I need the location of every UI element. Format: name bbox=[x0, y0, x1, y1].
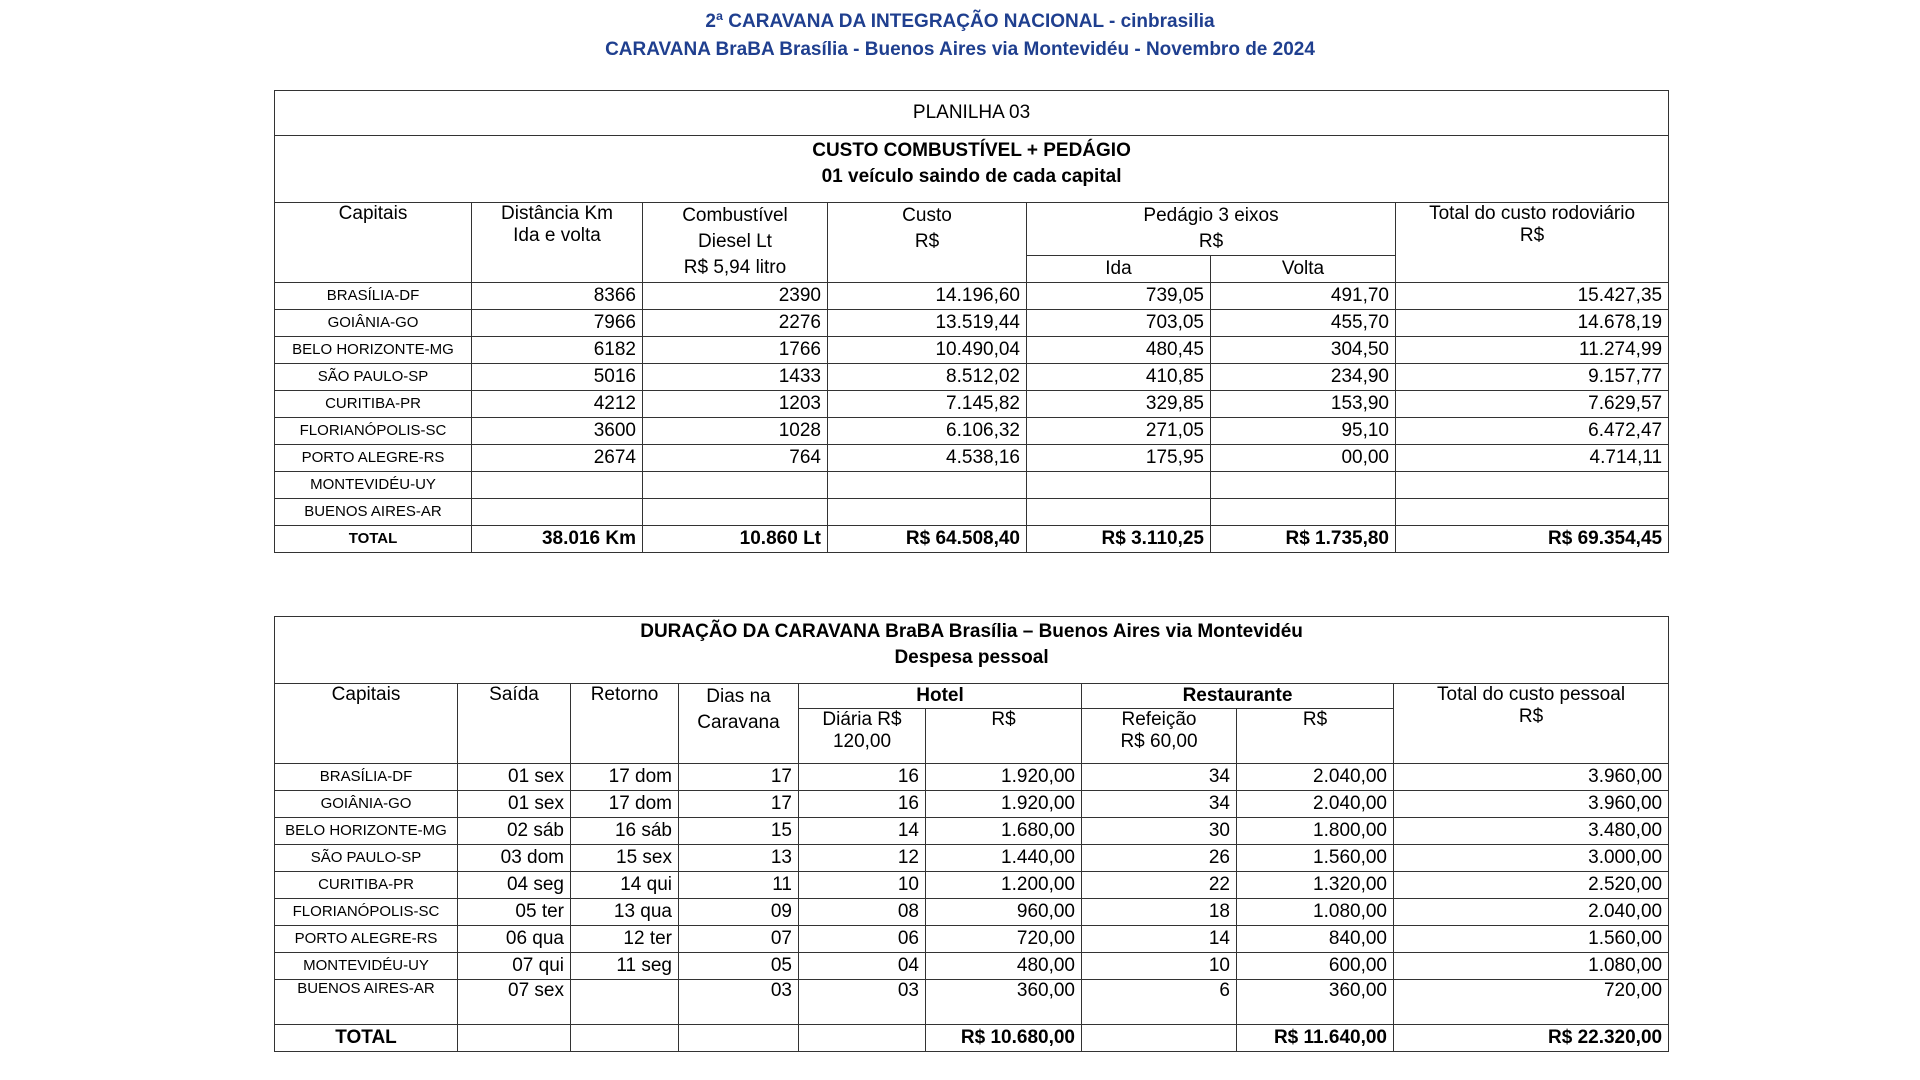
header-combustivel bbox=[643, 203, 828, 283]
cell-refeicoes: 10 bbox=[1082, 953, 1237, 980]
header-retorno: Retorno bbox=[571, 684, 679, 764]
table-row bbox=[275, 337, 1669, 364]
cell-diarias: 16 bbox=[799, 764, 926, 791]
cell-hotel: 480,00 bbox=[926, 953, 1082, 980]
cell-capital: SÃO PAULO-SP bbox=[275, 845, 458, 872]
total-volta: R$ 1.735,80 bbox=[1211, 526, 1396, 553]
table-row bbox=[275, 899, 1669, 926]
header-total-line2: R$ bbox=[1518, 706, 1544, 727]
table-row bbox=[275, 499, 1669, 526]
cell-dias: 17 bbox=[679, 791, 799, 818]
cell-hotel: 360,00 bbox=[926, 980, 1082, 1025]
sheet-label-row bbox=[275, 91, 1669, 136]
table-row bbox=[275, 364, 1669, 391]
cell-hotel: 1.440,00 bbox=[926, 845, 1082, 872]
cell-custo bbox=[828, 499, 1027, 526]
header-ida: Ida bbox=[1027, 256, 1211, 283]
cell-dias: 15 bbox=[679, 818, 799, 845]
total-refeicoes bbox=[1082, 1025, 1237, 1052]
header-row bbox=[275, 203, 1669, 256]
section-title-row bbox=[275, 136, 1669, 203]
table-row bbox=[275, 818, 1669, 845]
cell-retorno: 12 ter bbox=[571, 926, 679, 953]
cell-restaurante: 600,00 bbox=[1237, 953, 1394, 980]
cell-hotel: 1.920,00 bbox=[926, 764, 1082, 791]
cell-diarias: 06 bbox=[799, 926, 926, 953]
document-subtitle: CARAVANA BraBA Brasília - Buenos Aires via Montevidéu - Novembro de 2024 bbox=[605, 39, 1315, 60]
cell-saida: 07 sex bbox=[458, 980, 571, 1025]
cell-km: 5016 bbox=[472, 364, 643, 391]
header-custo-line1: Custo bbox=[902, 205, 952, 226]
cell-diarias: 16 bbox=[799, 791, 926, 818]
header-diaria bbox=[799, 709, 926, 764]
header-combustivel-line2: Diesel Lt bbox=[698, 231, 772, 252]
header-pedagio-line1: Pedágio 3 eixos bbox=[1143, 205, 1279, 226]
cell-diarias: 04 bbox=[799, 953, 926, 980]
cell-capital: SÃO PAULO-SP bbox=[275, 364, 472, 391]
section-title bbox=[275, 136, 1669, 203]
cell-hotel: 720,00 bbox=[926, 926, 1082, 953]
cell-litros bbox=[643, 499, 828, 526]
header-row bbox=[275, 684, 1669, 709]
header-refeicao-line2: R$ 60,00 bbox=[1120, 731, 1198, 752]
table-row bbox=[275, 764, 1669, 791]
cell-total: 1.080,00 bbox=[1394, 953, 1669, 980]
total-hotel: R$ 10.680,00 bbox=[926, 1025, 1082, 1052]
cell-capital: PORTO ALEGRE-RS bbox=[275, 445, 472, 472]
table-row bbox=[275, 472, 1669, 499]
cell-pedagio-volta: 00,00 bbox=[1211, 445, 1396, 472]
header-restaurante: Restaurante bbox=[1082, 684, 1394, 709]
header-custo-line2: R$ bbox=[914, 231, 940, 252]
cell-refeicoes: 34 bbox=[1082, 791, 1237, 818]
header-distancia-line1: Distância Km bbox=[501, 203, 613, 224]
total-diarias bbox=[799, 1025, 926, 1052]
cell-restaurante: 1.320,00 bbox=[1237, 872, 1394, 899]
cell-capital: BRASÍLIA-DF bbox=[275, 764, 458, 791]
cell-saida: 05 ter bbox=[458, 899, 571, 926]
fuel-toll-cost-table bbox=[274, 90, 1669, 553]
cell-pedagio-volta: 95,10 bbox=[1211, 418, 1396, 445]
header-refeicao-line1: Refeição bbox=[1121, 709, 1197, 730]
cell-total: 11.274,99 bbox=[1396, 337, 1669, 364]
cell-capital: BUENOS AIRES-AR bbox=[275, 980, 458, 1025]
header-distancia-line2: Ida e volta bbox=[513, 225, 601, 246]
sheet-label: PLANILHA 03 bbox=[275, 91, 1669, 136]
cell-dias: 11 bbox=[679, 872, 799, 899]
cell-dias: 13 bbox=[679, 845, 799, 872]
cell-restaurante: 2.040,00 bbox=[1237, 764, 1394, 791]
cell-total: 2.040,00 bbox=[1394, 899, 1669, 926]
cell-saida: 06 qua bbox=[458, 926, 571, 953]
header-combustivel-line3: R$ 5,94 litro bbox=[683, 257, 787, 278]
cell-km: 6182 bbox=[472, 337, 643, 364]
cell-capital: FLORIANÓPOLIS-SC bbox=[275, 899, 458, 926]
table-row bbox=[275, 845, 1669, 872]
cell-custo: 13.519,44 bbox=[828, 310, 1027, 337]
header-rest-rs: R$ bbox=[1237, 709, 1394, 764]
section-title-text: DURAÇÃO DA CARAVANA BraBA Brasília – Buenos Aires via Montevidéu bbox=[640, 621, 1303, 642]
cell-km: 8366 bbox=[472, 283, 643, 310]
cell-total: 6.472,47 bbox=[1396, 418, 1669, 445]
cell-dias: 05 bbox=[679, 953, 799, 980]
table-row bbox=[275, 418, 1669, 445]
cell-km: 7966 bbox=[472, 310, 643, 337]
cell-custo: 14.196,60 bbox=[828, 283, 1027, 310]
cell-hotel: 1.200,00 bbox=[926, 872, 1082, 899]
total-dias bbox=[679, 1025, 799, 1052]
cell-hotel: 1.680,00 bbox=[926, 818, 1082, 845]
cell-retorno: 17 dom bbox=[571, 791, 679, 818]
cell-custo bbox=[828, 472, 1027, 499]
cell-custo: 4.538,16 bbox=[828, 445, 1027, 472]
header-diaria-line2: 120,00 bbox=[832, 731, 892, 752]
cell-saida: 04 seg bbox=[458, 872, 571, 899]
cell-saida: 03 dom bbox=[458, 845, 571, 872]
table-row bbox=[275, 926, 1669, 953]
cell-refeicoes: 26 bbox=[1082, 845, 1237, 872]
total-saida bbox=[458, 1025, 571, 1052]
cell-capital: BELO HORIZONTE-MG bbox=[275, 337, 472, 364]
cell-pedagio-volta bbox=[1211, 499, 1396, 526]
cell-capital: MONTEVIDÉU-UY bbox=[275, 472, 472, 499]
header-distancia bbox=[472, 203, 643, 283]
cell-pedagio-volta bbox=[1211, 472, 1396, 499]
total-km: 38.016 Km bbox=[472, 526, 643, 553]
cell-pedagio-ida: 271,05 bbox=[1027, 418, 1211, 445]
cell-total bbox=[1396, 499, 1669, 526]
cell-total bbox=[1396, 472, 1669, 499]
total-ida: R$ 3.110,25 bbox=[1027, 526, 1211, 553]
cell-total: 3.960,00 bbox=[1394, 791, 1669, 818]
header-diaria-line1: Diária R$ bbox=[822, 709, 902, 730]
header-saida: Saída bbox=[458, 684, 571, 764]
cell-diarias: 14 bbox=[799, 818, 926, 845]
cell-capital: GOIÂNIA-GO bbox=[275, 310, 472, 337]
header-total bbox=[1394, 684, 1669, 764]
total-geral: R$ 69.354,45 bbox=[1396, 526, 1669, 553]
table-row bbox=[275, 980, 1669, 1025]
cell-retorno: 11 seg bbox=[571, 953, 679, 980]
cell-restaurante: 1.560,00 bbox=[1237, 845, 1394, 872]
cell-total: 2.520,00 bbox=[1394, 872, 1669, 899]
document-header bbox=[0, 8, 1920, 64]
cell-hotel: 1.920,00 bbox=[926, 791, 1082, 818]
cell-capital: CURITIBA-PR bbox=[275, 391, 472, 418]
header-volta: Volta bbox=[1211, 256, 1396, 283]
cell-pedagio-volta: 234,90 bbox=[1211, 364, 1396, 391]
cell-litros: 1433 bbox=[643, 364, 828, 391]
header-total-line1: Total do custo pessoal bbox=[1437, 684, 1626, 705]
header-pedagio-line2: R$ bbox=[1198, 231, 1224, 252]
cell-pedagio-ida: 410,85 bbox=[1027, 364, 1211, 391]
table-row bbox=[275, 953, 1669, 980]
cell-total: 720,00 bbox=[1394, 980, 1669, 1025]
cell-total: 7.629,57 bbox=[1396, 391, 1669, 418]
cell-total: 3.000,00 bbox=[1394, 845, 1669, 872]
cell-pedagio-volta: 455,70 bbox=[1211, 310, 1396, 337]
cell-total: 9.157,77 bbox=[1396, 364, 1669, 391]
cell-diarias: 12 bbox=[799, 845, 926, 872]
totals-row bbox=[275, 1025, 1669, 1052]
cell-pedagio-ida: 480,45 bbox=[1027, 337, 1211, 364]
table-row bbox=[275, 791, 1669, 818]
table-row bbox=[275, 872, 1669, 899]
cell-litros: 1028 bbox=[643, 418, 828, 445]
total-retorno bbox=[571, 1025, 679, 1052]
header-total-line1: Total do custo rodoviário bbox=[1429, 203, 1636, 224]
cell-total: 3.480,00 bbox=[1394, 818, 1669, 845]
document-title: 2ª CARAVANA DA INTEGRAÇÃO NACIONAL - cinbrasilia bbox=[705, 11, 1215, 32]
section-title bbox=[275, 617, 1669, 684]
header-dias-line1: Dias na bbox=[706, 686, 771, 707]
cell-retorno: 13 qua bbox=[571, 899, 679, 926]
cell-refeicoes: 14 bbox=[1082, 926, 1237, 953]
cell-capital: CURITIBA-PR bbox=[275, 872, 458, 899]
cell-custo: 8.512,02 bbox=[828, 364, 1027, 391]
section-title-text: CUSTO COMBUSTÍVEL + PEDÁGIO bbox=[812, 140, 1131, 161]
cell-km: 3600 bbox=[472, 418, 643, 445]
cell-restaurante: 840,00 bbox=[1237, 926, 1394, 953]
cell-retorno: 15 sex bbox=[571, 845, 679, 872]
cell-capital: PORTO ALEGRE-RS bbox=[275, 926, 458, 953]
cell-refeicoes: 6 bbox=[1082, 980, 1237, 1025]
cell-saida: 01 sex bbox=[458, 764, 571, 791]
section-subtitle-text: 01 veículo saindo de cada capital bbox=[821, 166, 1122, 187]
cell-total: 4.714,11 bbox=[1396, 445, 1669, 472]
cell-total: 1.560,00 bbox=[1394, 926, 1669, 953]
total-geral: R$ 22.320,00 bbox=[1394, 1025, 1669, 1052]
cell-retorno: 14 qui bbox=[571, 872, 679, 899]
cell-litros: 1766 bbox=[643, 337, 828, 364]
cell-custo: 7.145,82 bbox=[828, 391, 1027, 418]
cell-dias: 17 bbox=[679, 764, 799, 791]
header-refeicao bbox=[1082, 709, 1237, 764]
cell-saida: 07 qui bbox=[458, 953, 571, 980]
header-capitais: Capitais bbox=[275, 684, 458, 764]
total-custo: R$ 64.508,40 bbox=[828, 526, 1027, 553]
cell-capital: BUENOS AIRES-AR bbox=[275, 499, 472, 526]
cell-dias: 09 bbox=[679, 899, 799, 926]
cell-litros bbox=[643, 472, 828, 499]
cell-retorno: 17 dom bbox=[571, 764, 679, 791]
cell-dias: 03 bbox=[679, 980, 799, 1025]
table-row bbox=[275, 445, 1669, 472]
personal-expense-table bbox=[274, 616, 1669, 1052]
cell-pedagio-ida: 175,95 bbox=[1027, 445, 1211, 472]
cell-km: 4212 bbox=[472, 391, 643, 418]
header-total bbox=[1396, 203, 1669, 283]
cell-hotel: 960,00 bbox=[926, 899, 1082, 926]
cell-capital: GOIÂNIA-GO bbox=[275, 791, 458, 818]
cell-capital: MONTEVIDÉU-UY bbox=[275, 953, 458, 980]
cell-pedagio-ida bbox=[1027, 472, 1211, 499]
cell-custo: 6.106,32 bbox=[828, 418, 1027, 445]
cell-pedagio-volta: 304,50 bbox=[1211, 337, 1396, 364]
cell-km bbox=[472, 472, 643, 499]
total-label: TOTAL bbox=[275, 526, 472, 553]
cell-total: 14.678,19 bbox=[1396, 310, 1669, 337]
totals-row bbox=[275, 526, 1669, 553]
cell-retorno bbox=[571, 980, 679, 1025]
cell-km bbox=[472, 499, 643, 526]
cell-pedagio-volta: 491,70 bbox=[1211, 283, 1396, 310]
cell-saida: 01 sex bbox=[458, 791, 571, 818]
cell-litros: 764 bbox=[643, 445, 828, 472]
cell-refeicoes: 18 bbox=[1082, 899, 1237, 926]
cell-restaurante: 1.800,00 bbox=[1237, 818, 1394, 845]
header-capitais: Capitais bbox=[275, 203, 472, 283]
cell-diarias: 08 bbox=[799, 899, 926, 926]
cell-pedagio-ida: 703,05 bbox=[1027, 310, 1211, 337]
cell-dias: 07 bbox=[679, 926, 799, 953]
section-subtitle-text: Despesa pessoal bbox=[894, 647, 1049, 668]
cell-custo: 10.490,04 bbox=[828, 337, 1027, 364]
cell-diarias: 03 bbox=[799, 980, 926, 1025]
cell-retorno: 16 sáb bbox=[571, 818, 679, 845]
cell-total: 15.427,35 bbox=[1396, 283, 1669, 310]
cell-pedagio-ida bbox=[1027, 499, 1211, 526]
cell-pedagio-ida: 329,85 bbox=[1027, 391, 1211, 418]
cell-restaurante: 2.040,00 bbox=[1237, 791, 1394, 818]
cell-litros: 1203 bbox=[643, 391, 828, 418]
cell-refeicoes: 30 bbox=[1082, 818, 1237, 845]
cell-refeicoes: 34 bbox=[1082, 764, 1237, 791]
cell-restaurante: 360,00 bbox=[1237, 980, 1394, 1025]
header-combustivel-line1: Combustível bbox=[682, 205, 788, 226]
cell-total: 3.960,00 bbox=[1394, 764, 1669, 791]
table-row bbox=[275, 283, 1669, 310]
cell-litros: 2276 bbox=[643, 310, 828, 337]
cell-restaurante: 1.080,00 bbox=[1237, 899, 1394, 926]
cell-capital: BELO HORIZONTE-MG bbox=[275, 818, 458, 845]
cell-pedagio-ida: 739,05 bbox=[1027, 283, 1211, 310]
header-dias bbox=[679, 684, 799, 764]
cell-km: 2674 bbox=[472, 445, 643, 472]
header-total-line2: R$ bbox=[1519, 225, 1545, 246]
section-title-row bbox=[275, 617, 1669, 684]
header-hotel-rs: R$ bbox=[926, 709, 1082, 764]
cell-capital: FLORIANÓPOLIS-SC bbox=[275, 418, 472, 445]
cell-pedagio-volta: 153,90 bbox=[1211, 391, 1396, 418]
header-hotel: Hotel bbox=[799, 684, 1082, 709]
header-dias-line2: Caravana bbox=[697, 712, 780, 733]
cell-refeicoes: 22 bbox=[1082, 872, 1237, 899]
table-row bbox=[275, 391, 1669, 418]
total-label: TOTAL bbox=[275, 1025, 458, 1052]
header-pedagio bbox=[1027, 203, 1396, 256]
table-row bbox=[275, 310, 1669, 337]
cell-diarias: 10 bbox=[799, 872, 926, 899]
cell-capital: BRASÍLIA-DF bbox=[275, 283, 472, 310]
header-custo bbox=[828, 203, 1027, 283]
total-lt: 10.860 Lt bbox=[643, 526, 828, 553]
cell-saida: 02 sáb bbox=[458, 818, 571, 845]
cell-litros: 2390 bbox=[643, 283, 828, 310]
total-rest: R$ 11.640,00 bbox=[1237, 1025, 1394, 1052]
